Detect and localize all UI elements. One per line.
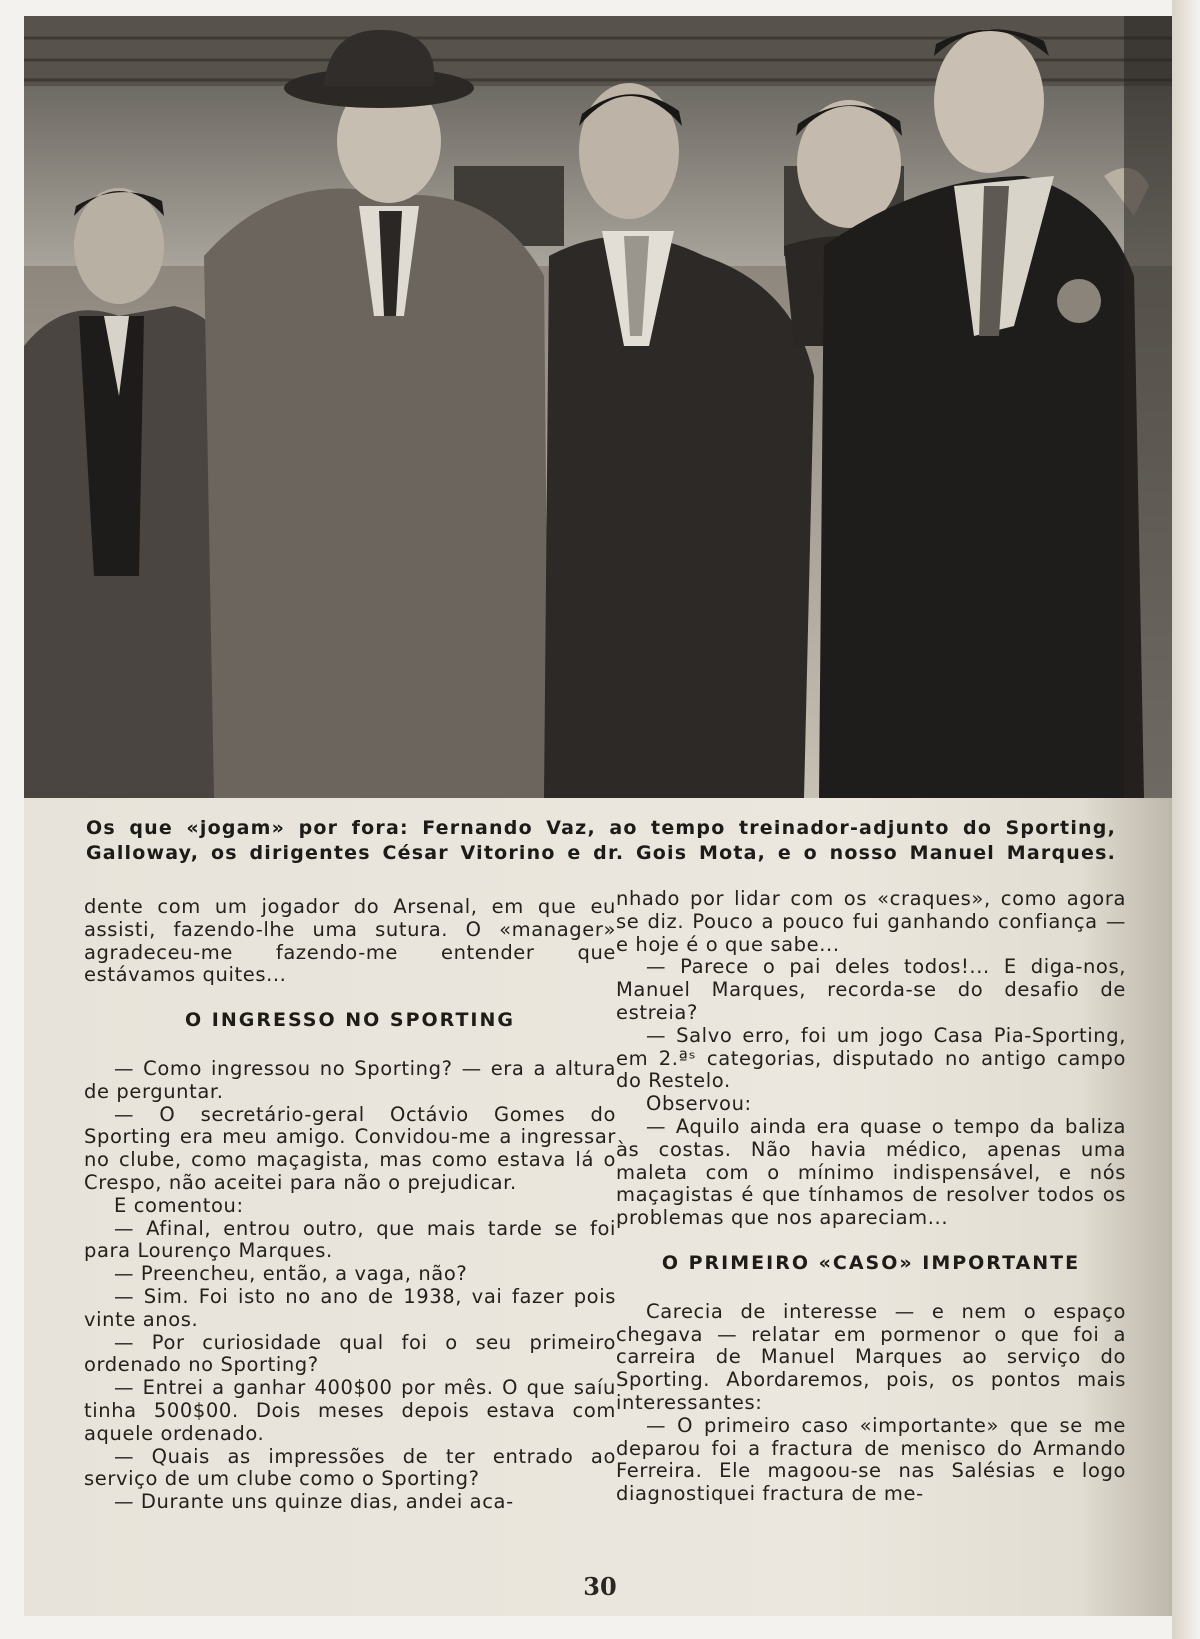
paragraph: Carecia de interesse — e nem o espaço chegava — relatar em pormenor o que foi a carreira de Manuel Marques ao serviço do Sporting. Abordaremos, pois, os pontos mais interessantes:	[616, 1299, 1126, 1414]
paragraph: — Aquilo ainda era quase o tempo da baliza às costas. Não havia médico, apenas uma maleta com o mínimo indispensável, e nós maçagistas é que tínhamos de resolver todos os problemas que nos apareciam...	[616, 1114, 1126, 1230]
photo-group-of-five-men-icon	[24, 16, 1172, 798]
page-number: 30	[583, 1572, 617, 1601]
paragraph: dente com um jogador do Arsenal, em que eu assisti, fazendo-lhe uma sutura. O «manager» agradeceu-me fazendo-me entender que estávamos quites...	[84, 895, 616, 987]
paragraph: — Afinal, entrou outro, que mais tarde se foi para Lourenço Marques.	[84, 1216, 616, 1263]
paragraph: — Durante uns quinze dias, andei aca-	[114, 1490, 514, 1514]
left-column	[84, 896, 616, 1514]
group-photo	[24, 16, 1172, 798]
paragraph: nhado por lidar com os «craques», como agora se diz. Pouco a pouco fui ganhando confiança — e hoje é o que sabe...	[616, 887, 1126, 956]
paragraph: — Quais as impressões de ter entrado ao serviço de um clube como o Sporting?	[84, 1444, 616, 1491]
paragraph: — Parece o pai deles todos!... E diga-nos, Manuel Marques, recorda-se do desafio de estreia?	[616, 955, 1126, 1024]
magazine-page	[24, 16, 1172, 1616]
paragraph: — Por curiosidade qual foi o seu primeiro ordenado no Sporting?	[84, 1330, 616, 1377]
photo-caption: Os que «jogam» por fora: Fernando Vaz, ao tempo treinador-adjunto do Sporting, Galloway, os dirigentes César Vitorino e dr. Gois Mota, e o nosso Manuel Marques.	[86, 817, 1116, 864]
section-heading: O INGRESSO NO SPORTING	[185, 1009, 515, 1032]
paragraph: — O secretário-geral Octávio Gomes do Sporting era meu amigo. Convidou-me a ingressar no clube, como maçagista, mas como estava lá o Crespo, não aceitei para não o prejudicar.	[84, 1102, 616, 1194]
paragraph: — Preencheu, então, a vaga, não?	[114, 1262, 468, 1286]
paragraph: — Sim. Foi isto no ano de 1938, vai fazer pois vinte anos.	[84, 1284, 616, 1331]
paragraph: E comentou:	[114, 1193, 244, 1217]
paragraph: — Como ingressou no Sporting? — era a altura de perguntar.	[84, 1056, 616, 1103]
right-column	[616, 888, 1126, 1506]
page-gutter	[1172, 0, 1200, 1639]
paragraph: — Salvo erro, foi um jogo Casa Pia-Sporting, em 2.ªˢ categorias, disputado no antigo campo do Restelo.	[616, 1023, 1126, 1093]
paragraph: — Entrei a ganhar 400$00 por mês. O que saíu tinha 500$00. Dois meses depois estava com aquele ordenado.	[84, 1376, 616, 1445]
section-heading: O PRIMEIRO «CASO» IMPORTANTE	[661, 1251, 1081, 1274]
paragraph: — O primeiro caso «importante» que se me deparou foi a fractura de menisco do Armando Ferreira. Ele magoou-se nas Salésias e logo diagnostiquei fractura de me-	[616, 1413, 1126, 1506]
paragraph: Observou:	[646, 1092, 752, 1116]
